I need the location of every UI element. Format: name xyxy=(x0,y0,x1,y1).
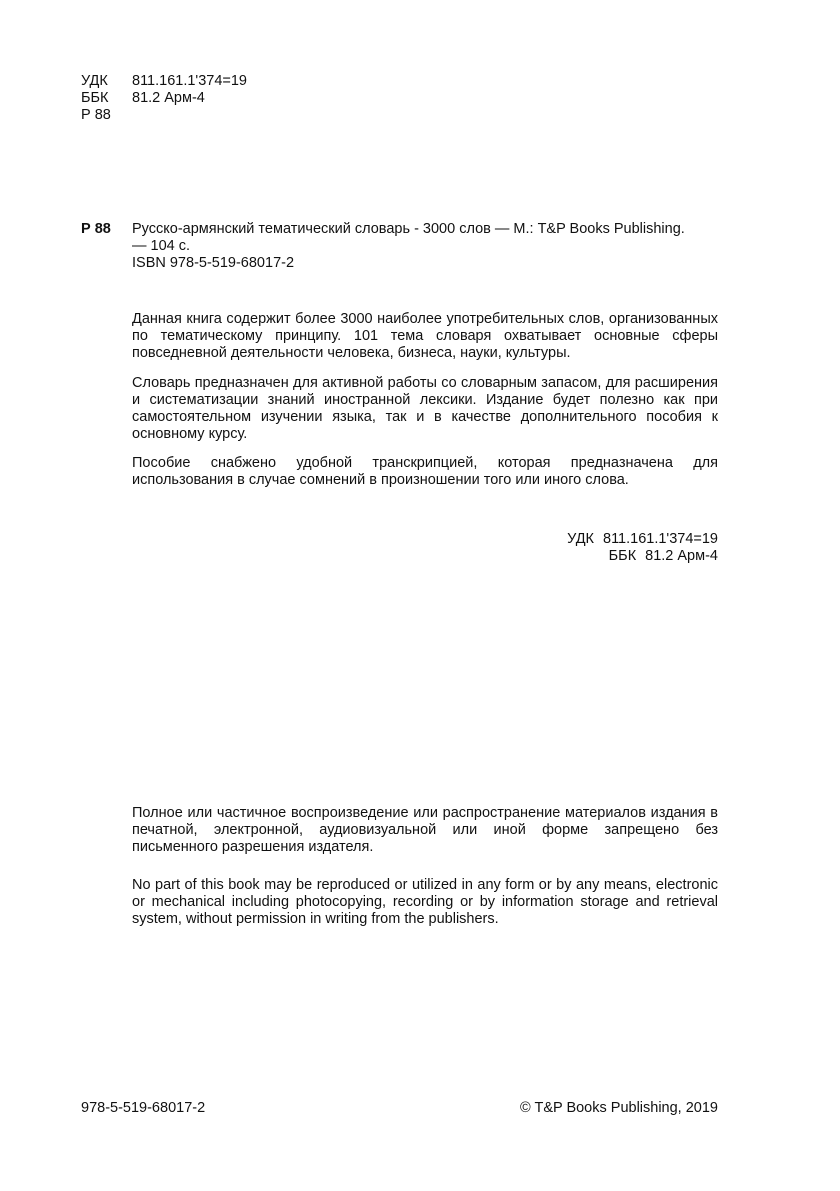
udk-key: УДК xyxy=(81,73,108,89)
copyright-notice-en: No part of this book may be reproduced or utilized in any form or by any means, electronic or mechanical including photocopying, recording or by information storage and retrieval system, without permission in writing from the publishers. xyxy=(132,877,718,927)
author-mark: Р 88 xyxy=(81,107,111,123)
copyright-notice-ru: Полное или частичное воспроизведение или распространение материалов издания в печатной, электронной, аудиовизуальной или иной форме запрещено без письменного разрешения издателя. xyxy=(132,805,718,855)
footer-copyright: © T&P Books Publishing, 2019 xyxy=(520,1100,718,1116)
bbk-key: ББК xyxy=(81,90,109,106)
entry-isbn: ISBN 978-5-519-68017-2 xyxy=(132,255,295,271)
bbk-row-bottom xyxy=(400,548,718,565)
bbk-row xyxy=(81,90,247,107)
entry-code: Р 88 xyxy=(81,221,111,237)
entry-title: Русско-армянский тематический словарь - 3000 слов — М.: T&P Books Publishing. xyxy=(132,221,685,237)
udk-row xyxy=(81,73,247,90)
udk-row-bottom xyxy=(400,531,718,548)
description-paragraph-3: Пособие снабжено удобной транскрипцией, которая предназначена для использования в случае сомнений в произношении того или иного слова. xyxy=(132,455,718,488)
author-mark-row xyxy=(81,107,247,124)
entry-pages: — 104 с. xyxy=(132,238,191,254)
classification-top xyxy=(81,73,247,124)
bbk-value: 81.2 Арм-4 xyxy=(132,90,205,106)
udk-value: 811.161.1'374=19 xyxy=(132,73,247,89)
description-paragraph-1: Данная книга содержит более 3000 наиболее употребительных слов, организованных по тематическому принципу. 101 тема словаря охватывает основные сферы повседневной деятельности человека, бизнеса, науки, культуры. xyxy=(132,311,718,361)
description-paragraph-2: Словарь предназначен для активной работы со словарным запасом, для расширения и систематизации знаний иностранной лексики. Издание будет полезно как при самостоятельном изучении языка, так и в качестве дополнительного пособия к основному курсу. xyxy=(132,375,718,442)
bbk-key-bottom: ББК xyxy=(608,548,637,564)
bbk-value-bottom: 81.2 Арм-4 xyxy=(645,548,718,564)
footer-isbn: 978-5-519-68017-2 xyxy=(81,1100,206,1116)
udk-key-bottom: УДК xyxy=(567,531,594,547)
classification-bottom xyxy=(400,531,718,565)
entry-body xyxy=(132,221,732,272)
udk-value-bottom: 811.161.1'374=19 xyxy=(603,531,718,547)
